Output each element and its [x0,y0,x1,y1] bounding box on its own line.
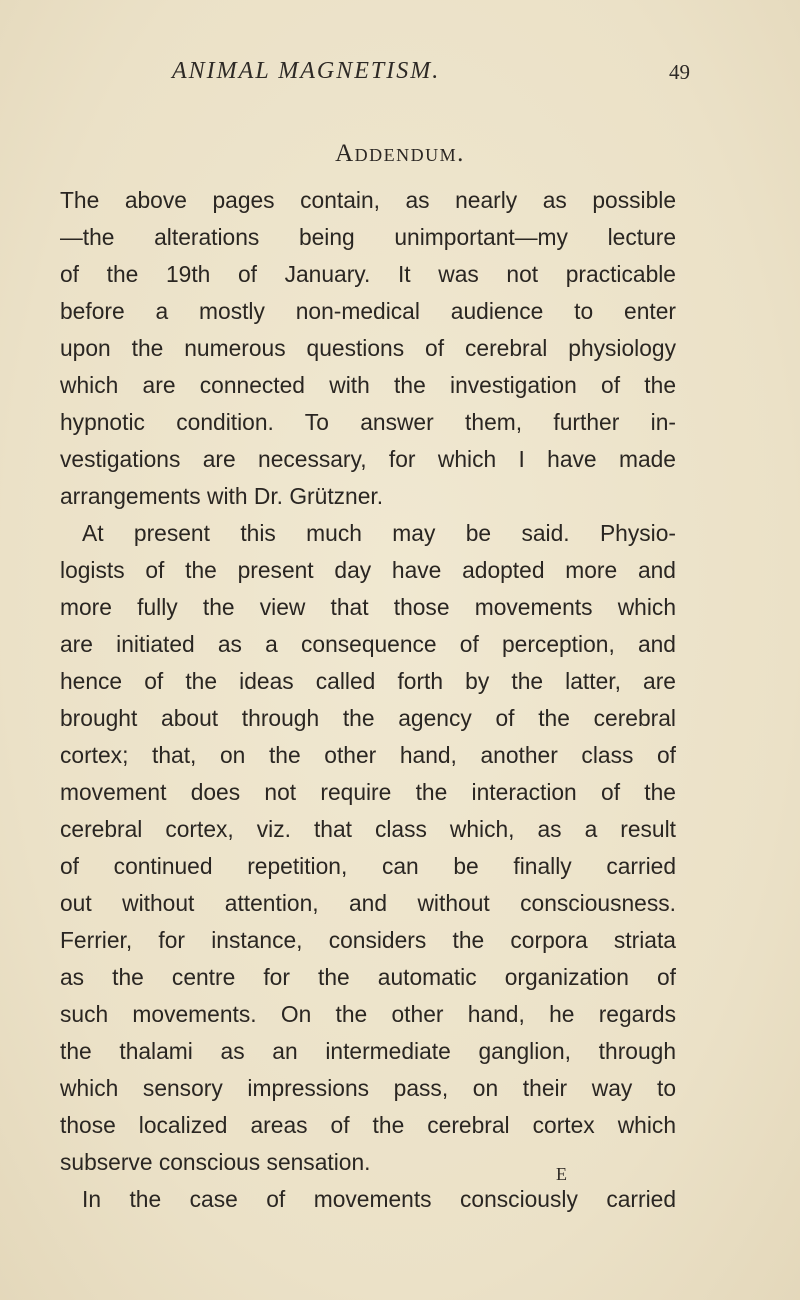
text-line: logists of the present day have adopted more and [60,557,676,583]
text-line: as the centre for the automatic organization of [60,964,676,990]
text-line: hence of the ideas called forth by the latter, are [60,668,676,694]
text-line: those localized areas of the cerebral cortex which [60,1112,676,1138]
text-line: subserve conscious sensation. [60,1149,371,1175]
text-line: the thalami as an intermediate ganglion, through [60,1038,676,1064]
text-line: —the alterations being unimportant—my lecture [60,224,676,250]
text-line: of continued repetition, can be finally carried [60,853,676,879]
text-line: Ferrier, for instance, considers the corpora striata [60,927,676,953]
paragraph-start-line: In the case of movements consciously carried [82,1186,676,1212]
text-line: arrangements with Dr. Grützner. [60,483,384,509]
text-line: such movements. On the other hand, he regards [60,1001,676,1027]
text-line: more fully the view that those movements which [60,594,676,620]
paragraph-start-line: At present this much may be said. Physio- [82,520,676,546]
signature-mark: E [556,1164,567,1184]
section-heading: Addendum. [335,140,465,167]
text-line: are initiated as a consequence of perception, and [60,631,676,657]
text-line: movement does not require the interaction of the [60,779,676,805]
body-text [60,182,676,1218]
text-line: which are connected with the investigation of the [60,372,676,398]
running-header [60,58,690,92]
text-line: out without attention, and without consciousness. [60,890,676,916]
text-line: of the 19th of January. It was not practicable [60,261,676,287]
text-line: brought about through the agency of the cerebral [60,705,676,731]
text-line: cerebral cortex, viz. that class which, as a result [60,816,676,842]
text-line: cortex; that, on the other hand, another class of [60,742,676,768]
text-line: upon the numerous questions of cerebral physiology [60,335,676,361]
text-line: vestigations are necessary, for which I have made [60,446,676,472]
text-line: hypnotic condition. To answer them, further in- [60,409,676,435]
text-line: which sensory impressions pass, on their way to [60,1075,676,1101]
running-title: ANIMAL MAGNETISM. [172,58,441,84]
text-line: before a mostly non-medical audience to enter [60,298,676,324]
page-number: 49 [669,60,690,84]
text-line: The above pages contain, as nearly as possible [60,187,676,213]
